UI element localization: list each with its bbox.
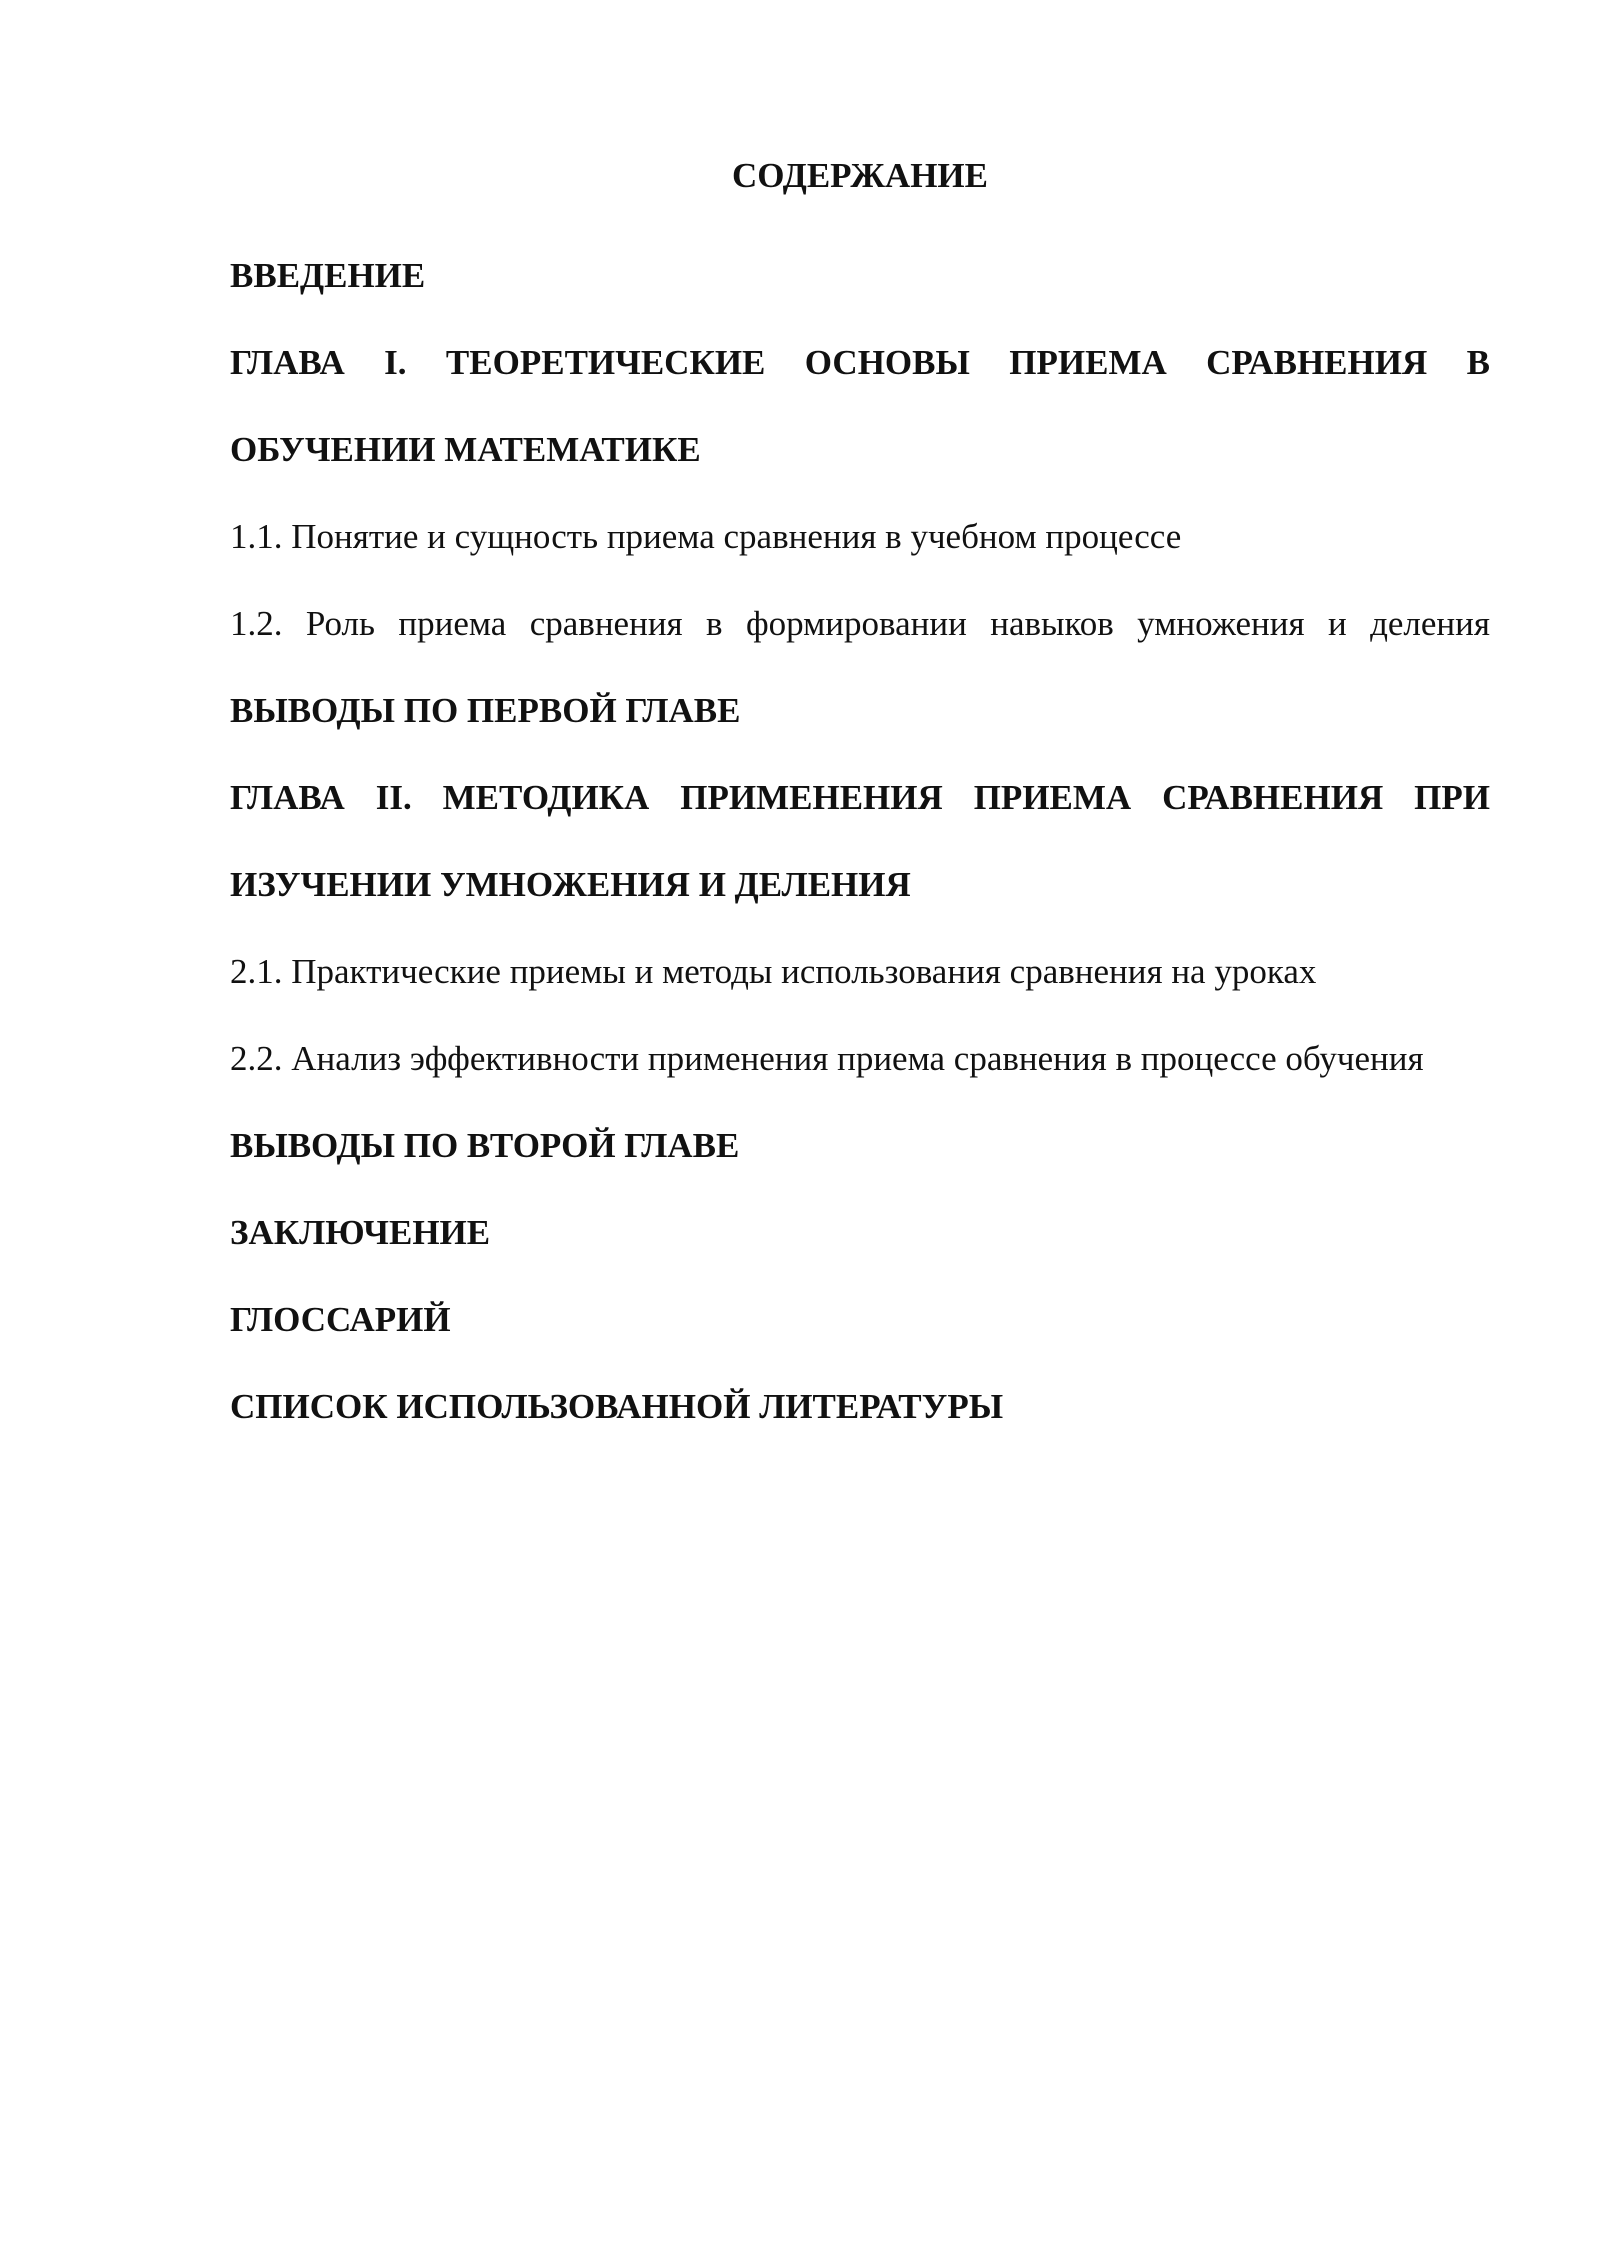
toc-title: СОДЕРЖАНИЕ bbox=[731, 156, 988, 195]
toc-entry-conclusion bbox=[230, 1189, 1490, 1276]
toc-entry-chapter-2-link[interactable]: ГЛАВА II. МЕТОДИКА ПРИМЕНЕНИЯ ПРИЕМА СРАВНЕНИЯ ПРИ ИЗУЧЕНИИ УМНОЖЕНИЯ И ДЕЛЕНИЯ bbox=[230, 778, 1490, 904]
toc-entry-section-1-1-link[interactable]: 1.1. Понятие и сущность приема сравнения в учебном процессе bbox=[230, 517, 1182, 556]
toc-entry-section-1-2-link[interactable]: 1.2. Роль приема сравнения в формировании навыков умножения и деления bbox=[230, 604, 1490, 643]
toc-entry-references bbox=[230, 1363, 1490, 1450]
toc-entry-section-2-1 bbox=[230, 928, 1490, 1015]
toc-entry-section-2-2-link[interactable]: 2.2. Анализ эффективности применения приема сравнения в процессе обучения bbox=[230, 1039, 1424, 1078]
toc-entry-chapter-1-conclusions-link[interactable]: ВЫВОДЫ ПО ПЕРВОЙ ГЛАВЕ bbox=[230, 691, 741, 730]
toc-entry-chapter-2-conclusions-link[interactable]: ВЫВОДЫ ПО ВТОРОЙ ГЛАВЕ bbox=[230, 1126, 740, 1165]
toc-entry-chapter-2 bbox=[230, 754, 1490, 928]
toc-entry-introduction-link[interactable]: ВВЕДЕНИЕ bbox=[230, 256, 426, 295]
toc-entry-glossary bbox=[230, 1276, 1490, 1363]
toc-entry-chapter-1-link[interactable]: ГЛАВА I. ТЕОРЕТИЧЕСКИЕ ОСНОВЫ ПРИЕМА СРАВНЕНИЯ В ОБУЧЕНИИ МАТЕМАТИКЕ bbox=[230, 343, 1490, 469]
toc-list bbox=[230, 232, 1490, 1450]
toc-entry-references-link[interactable]: СПИСОК ИСПОЛЬЗОВАННОЙ ЛИТЕРАТУРЫ bbox=[230, 1387, 1004, 1426]
toc-entry-section-1-2 bbox=[230, 580, 1490, 667]
toc-entry-section-1-1 bbox=[230, 493, 1490, 580]
toc-entry-conclusion-link[interactable]: ЗАКЛЮЧЕНИЕ bbox=[230, 1213, 491, 1252]
toc-entry-section-2-1-link[interactable]: 2.1. Практические приемы и методы использования сравнения на уроках bbox=[230, 952, 1317, 991]
toc-entry-chapter-1 bbox=[230, 319, 1490, 493]
toc-entry-introduction bbox=[230, 232, 1490, 319]
toc-entry-glossary-link[interactable]: ГЛОССАРИЙ bbox=[230, 1300, 451, 1339]
toc-entry-chapter-1-conclusions bbox=[230, 667, 1490, 754]
toc-entry-chapter-2-conclusions bbox=[230, 1102, 1490, 1189]
table-of-contents bbox=[230, 145, 1490, 1450]
toc-entry-section-2-2 bbox=[230, 1015, 1490, 1102]
